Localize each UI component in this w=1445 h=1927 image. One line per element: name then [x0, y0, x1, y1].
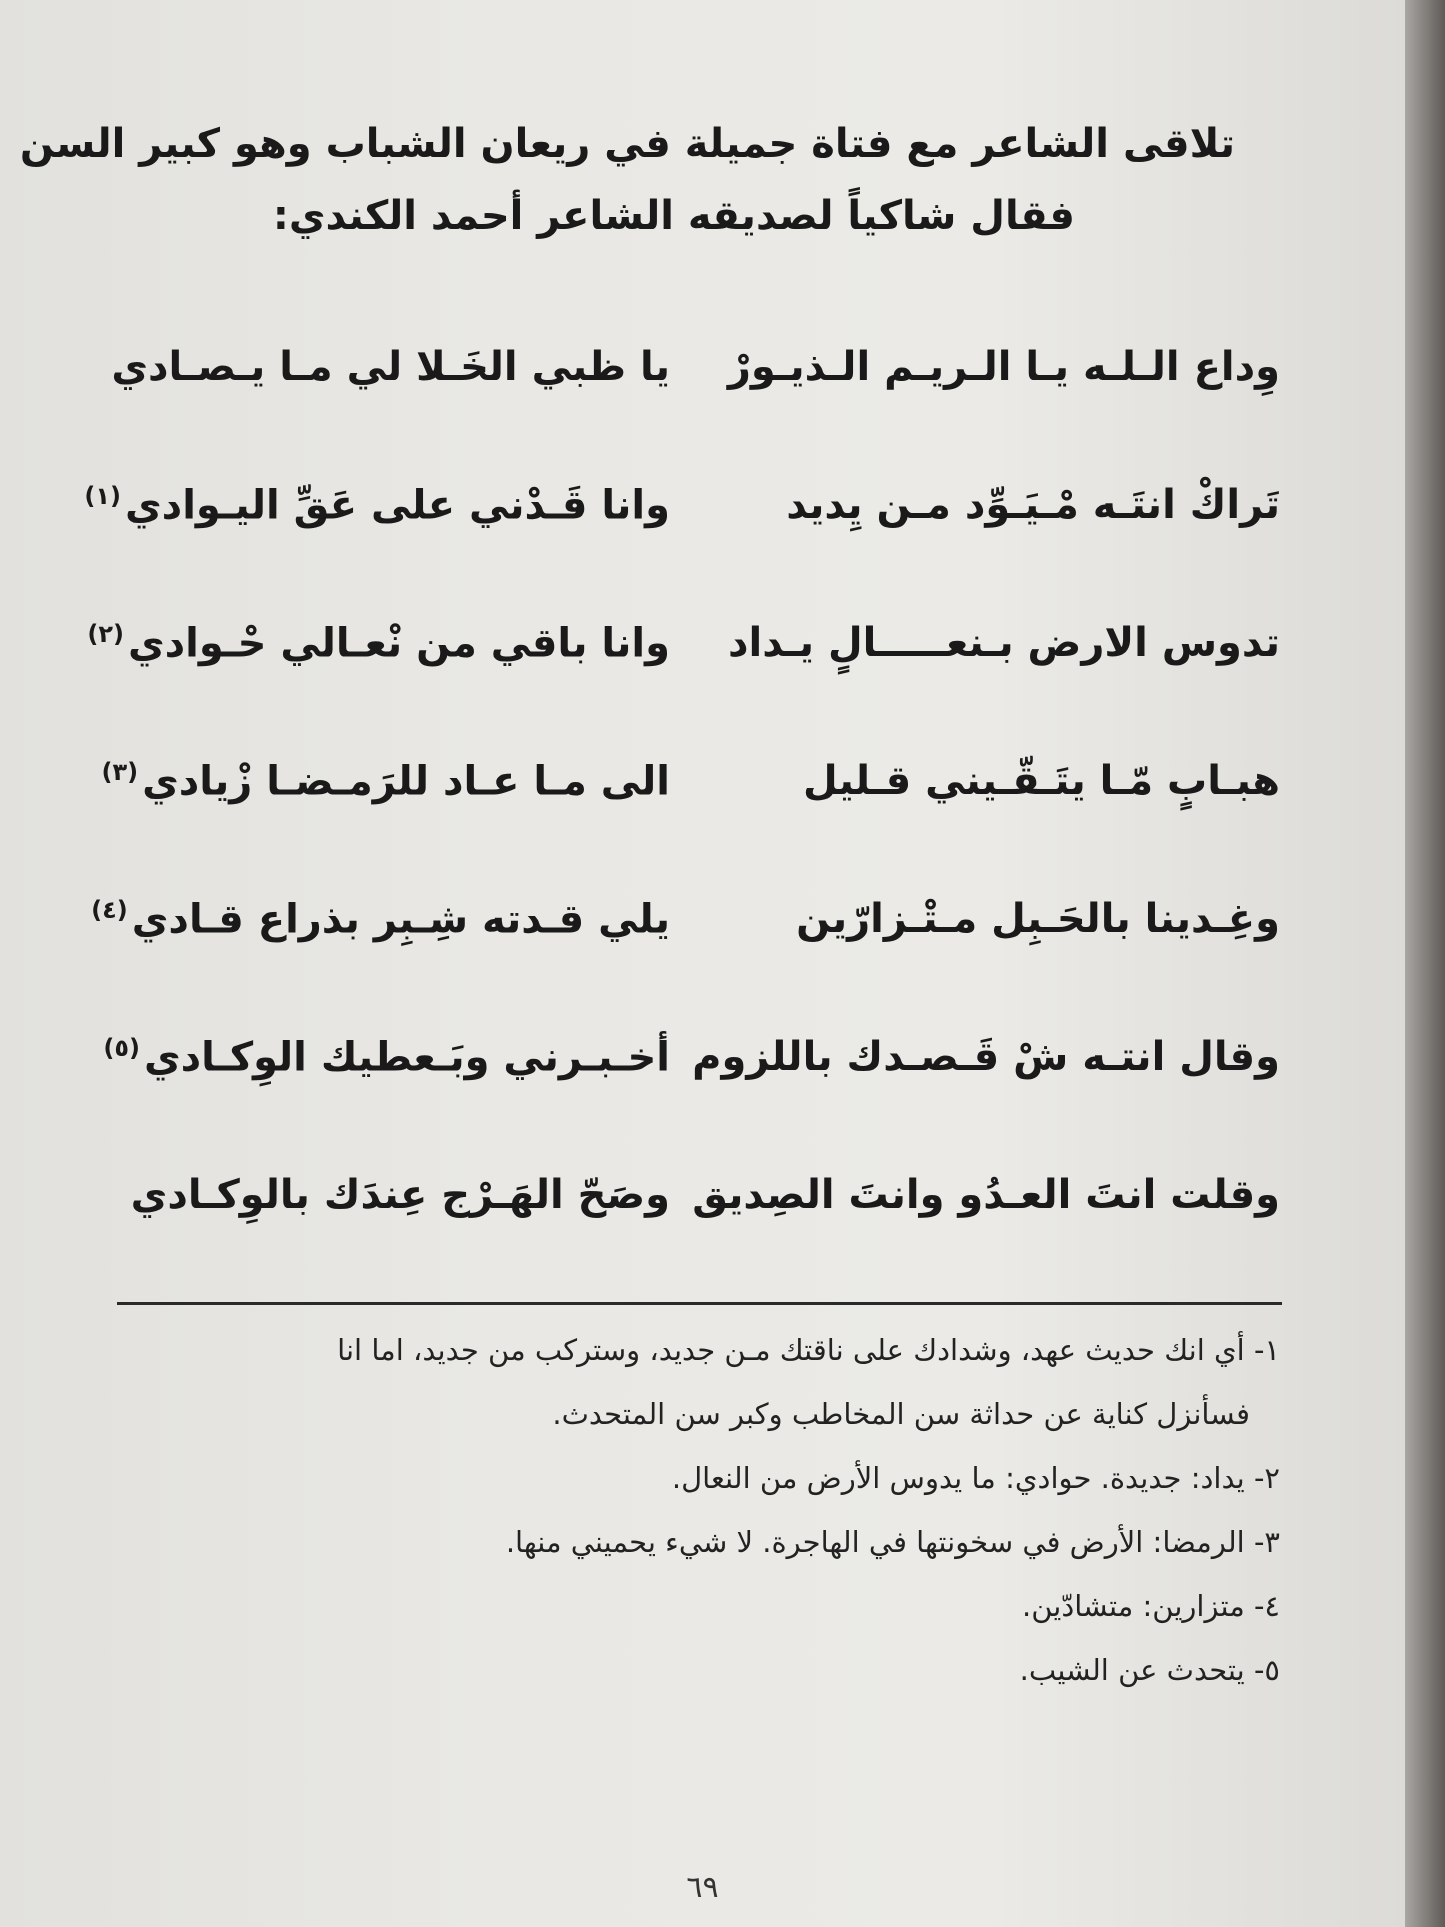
- intro-line-1: تلاقى الشاعر مع فتاة جميلة في ريعان الشباب وهو كبير السن: [19, 121, 1235, 167]
- footnote-3: ٣- الرمضا: الأرض في سخونتها في الهاجرة. لا شيء يحميني منها.: [505, 1525, 1280, 1559]
- footnote-ref-2: (٢): [87, 620, 124, 648]
- footnote-4: ٤- متزارين: متشادّين.: [1021, 1589, 1280, 1623]
- verse-7-second-text: وصَحّ الهَـرْج عِندَك بالوِكـادي: [130, 1172, 670, 1218]
- verse-2-first-hemistich: تَراكْ انتَـه مْـيَـوِّد مـن يِديد: [786, 482, 1280, 528]
- verse-4-second-hemistich: [101, 758, 670, 804]
- verse-1: [0, 344, 1280, 414]
- verse-3-second-hemistich: [87, 620, 670, 666]
- footnote-5: ٥- يتحدث عن الشيب.: [1019, 1653, 1280, 1687]
- verse-6-second-hemistich: [103, 1034, 670, 1080]
- verse-3-second-text: وانا باقي من نْعـالي حْـوادي: [127, 620, 670, 667]
- verse-2-second-hemistich: [84, 482, 670, 528]
- footnote-2: ٢- يداد: جديدة. حوادي: ما يدوس الأرض من النعال.: [671, 1461, 1280, 1495]
- page-edge-shadow: [1405, 0, 1445, 1927]
- verse-4-first-hemistich: هبـابٍ مّـا يتَـقّـيني قـليل: [802, 758, 1280, 804]
- verse-7-first-hemistich: وقلت انتَ العـدُو وانتَ الصِديق: [692, 1172, 1280, 1218]
- verse-3-first-hemistich: تدوس الارض بـنعـــــالٍ يـداد: [727, 620, 1280, 666]
- verse-6: [0, 1034, 1280, 1104]
- page-number: ٦٩: [686, 1870, 719, 1905]
- verse-7-second-hemistich: [131, 1172, 670, 1218]
- verse-6-first-hemistich: وقال انتـه شْ قَـصـدك باللزوم: [692, 1034, 1280, 1080]
- footnote-1-line-2: فسأنزل كناية عن حداثة سن المخاطب وكبر سن المتحدث.: [552, 1397, 1250, 1431]
- intro-line-2: فقال شاكياً لصديقه الشاعر أحمد الكندي:: [272, 193, 1075, 239]
- verse-6-second-text: أخـبـرني وبَـعطيك الوِكـادي: [143, 1034, 670, 1081]
- footnote-ref-4: (٤): [91, 896, 128, 924]
- footnote-ref-3: (٣): [101, 758, 139, 786]
- verse-3: [0, 620, 1280, 690]
- verse-4-second-text: الى مـا عـاد للرَمـضـا زْيادي: [142, 758, 670, 805]
- verse-5-second-text: يلي قـدته شِـبِر بذراع قـادي: [131, 896, 670, 943]
- footnote-ref-1: (١): [84, 482, 122, 510]
- footnote-1-line-1: ١- أي انك حديث عهد، وشدادك على ناقتك مـن جديد، وستركب من جديد، اما انا: [337, 1333, 1280, 1367]
- footnote-divider: [117, 1302, 1282, 1305]
- verse-7: [0, 1172, 1280, 1242]
- verse-5: [0, 896, 1280, 966]
- verse-5-first-hemistich: وغِـدينا بالحَـبِل مـتْـزارّين: [796, 896, 1280, 942]
- verse-4: [0, 758, 1280, 828]
- verse-2: [0, 482, 1280, 552]
- verse-5-second-hemistich: [91, 896, 670, 942]
- footnotes: [80, 1318, 1280, 1702]
- verse-1-second-text: يا ظبي الخَـلا لي مـا يـصـادي: [111, 344, 670, 390]
- verse-1-first-hemistich: وِداع الـلـه يـا الـريـم الـذيـورْ: [727, 344, 1280, 390]
- footnote-ref-5: (٥): [103, 1034, 140, 1062]
- verse-1-second-hemistich: [111, 344, 670, 390]
- verse-2-second-text: وانا قَـدْني على عَقِّ اليـوادي: [125, 482, 670, 529]
- poem-introduction: [19, 108, 1235, 252]
